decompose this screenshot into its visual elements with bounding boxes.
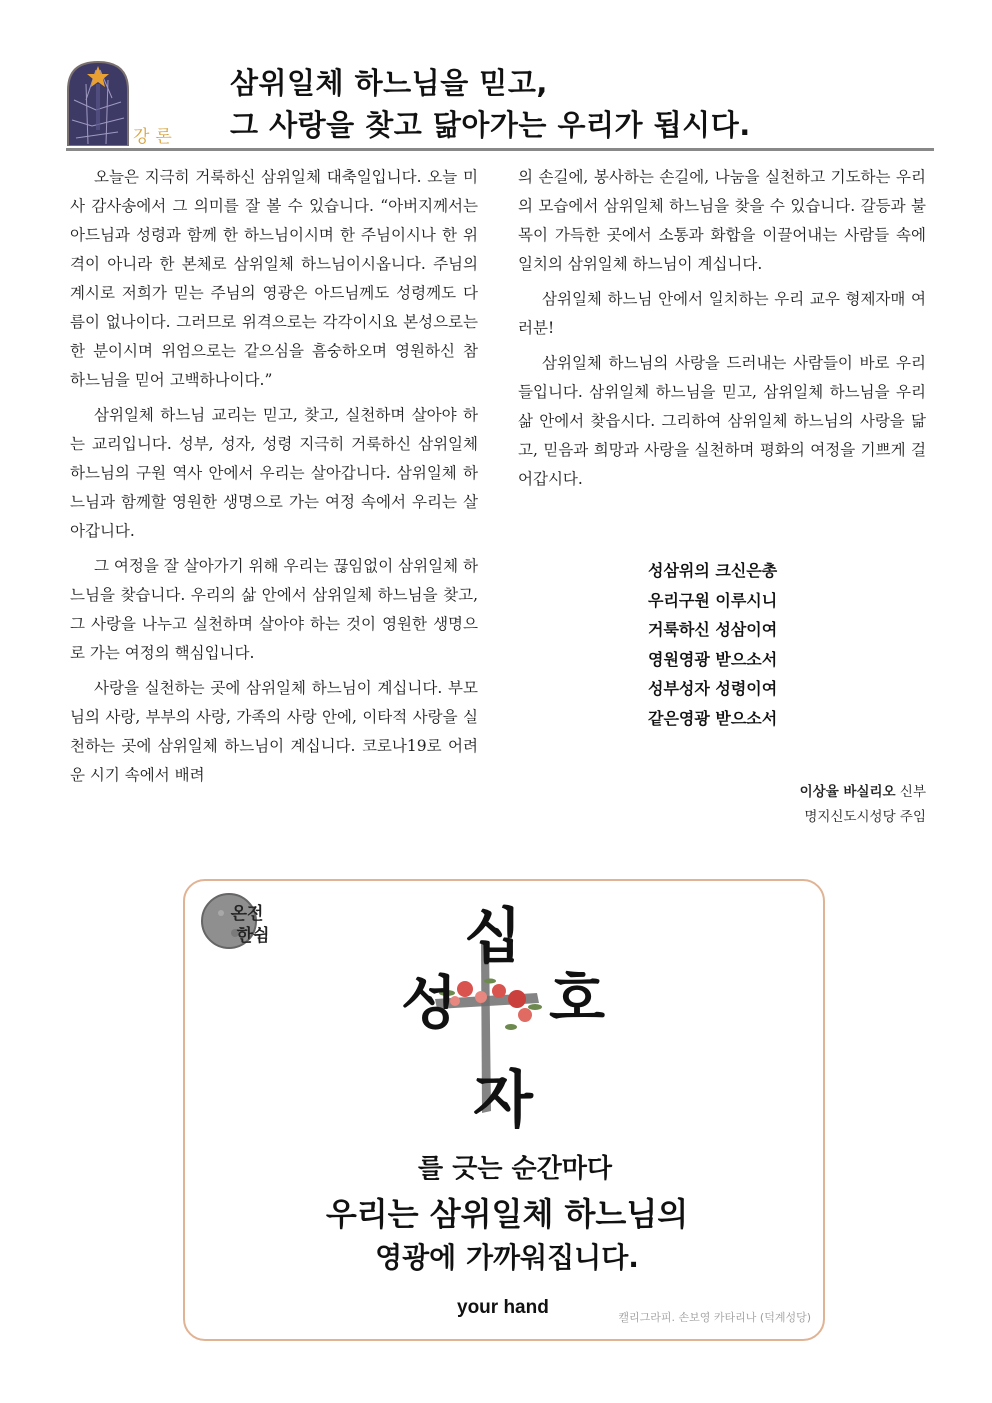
paragraph: 사랑을 실천하는 곳에 삼위일체 하느님이 계십니다. 부모님의 사랑, 부부의 사랑, 가족의 사랑 안에, 이타적 사랑을 실천하는 곳에 삼위일체 하느님이 계십니다. 코로나19로 어려운 시기 속에서 배려 [70,679,478,784]
sermon-right-column [518,163,926,500]
title-line-1: 삼위일체 하느님을 믿고, [230,66,548,100]
author-signature [800,780,926,830]
brush-letter-ja: 자 [473,1063,533,1136]
svg-text:한쉼: 한쉼 [236,926,270,946]
stained-glass-window-icon [66,60,130,146]
paragraph: 의 손길에, 봉사하는 손길에, 나눔을 실천하고 기도하는 우리의 모습에서 삼위일체 하느님을 찾을 수 있습니다. 갈등과 불목이 가득한 곳에서 소통과 화합을 이끌어내는 사람들 속에 일치의 삼위일체 하느님이 계십니다. [518,168,926,273]
author-name: 이상율 바실리오 [799,784,896,800]
svg-text:온전: 온전 [230,904,264,924]
calligraphy-line-3: 영광에 가까워집니다. [375,1241,639,1274]
brush-letter-sip: 십 [464,902,522,972]
paragraph: 삼위일체 하느님의 사랑을 드러내는 사람들이 바로 우리들입니다. 삼위일체 하느님을 믿고, 삼위일체 하느님을 우리 삶 안에서 찾읍시다. 그리하여 삼위일체 하느님의 사랑을 닮고, 믿음과 희망과 사랑을 실천하며 평화의 여정을 기쁘게 걸어갑시다. [518,354,926,488]
calligraphy-credit: 캘리그라피. 손보영 카타리나 (덕계성당) [618,1311,811,1324]
brush-letter-ho: 호 [548,965,606,1033]
sermon-left-column [70,163,478,796]
hymn-line: 거룩하신 성삼이여 [648,620,778,639]
hymn-line: 성부성자 성령이여 [648,679,778,698]
brand-text: your hand [457,1297,549,1318]
page-title [230,62,751,146]
author-parish: 명지신도시성당 주임 [804,809,926,825]
calligraphy-artwork [185,881,823,1339]
hymn-line: 영원영광 받으소서 [648,649,778,669]
author-title: 신부 [899,784,926,800]
calligraphy-line-1: 를 긋는 순간마다 [418,1154,612,1184]
paragraph: 삼위일체 하느님 안에서 일치하는 우리 교우 형제자매 여러분! [518,290,926,337]
brush-letter-seong: 성 [400,969,458,1037]
hymn-line: 성삼위의 크신은총 [648,561,778,580]
section-label: 강론 [133,127,178,147]
calligraphy-card [183,879,825,1341]
paragraph: 삼위일체 하느님 교리는 믿고, 찾고, 실천하며 살아야 하는 교리입니다. 성부, 성자, 성령 지극히 거룩하신 삼위일체 하느님의 구원 역사 안에서 우리는 살아갑니다. 삼위일체 하느님과 함께할 영원한 생명으로 가는 여정 속에서 우리는 살아갑니다. [70,406,478,540]
hymn-line: 우리구원 이루시니 [648,590,778,610]
title-line-2: 그 사랑을 찾고 닮아가는 우리가 됩시다. [230,108,751,142]
paragraph: 오늘은 지극히 거룩하신 삼위일체 대축일입니다. 오늘 미사 감사송에서 그 의미를 잘 볼 수 있습니다. “아버지께서는 아드님과 성령과 함께 한 하느님이시며 한 주님이시나 한 위격이 아니라 한 본체로 삼위일체 하느님이시옵니다. 주님의 계시로 저희가 믿는 주님의 영광은 아드님께도 성령께도 다름이 없나이다. 그러므로 위격으로는 각각이시요 본성으로는 한 분이시며 위엄으로는 같으심을 흠숭하오며 영원하신 참 하느님을 믿어 고백하나이다.” [70,168,478,389]
paragraph: 그 여정을 잘 살아가기 위해 우리는 끊임없이 삼위일체 하느님을 찾습니다. 우리의 삶 안에서 삼위일체 하느님을 찾고, 그 사랑을 나누고 실천하며 살아야 하는 것이 영원한 생명으로 가는 여정의 핵심입니다. [70,557,478,662]
hymn-verse [648,556,777,733]
hymn-line: 같은영광 받으소서 [648,708,778,728]
header-divider [66,148,934,151]
calligraphy-line-2: 우리는 삼위일체 하느님의 [325,1195,689,1233]
